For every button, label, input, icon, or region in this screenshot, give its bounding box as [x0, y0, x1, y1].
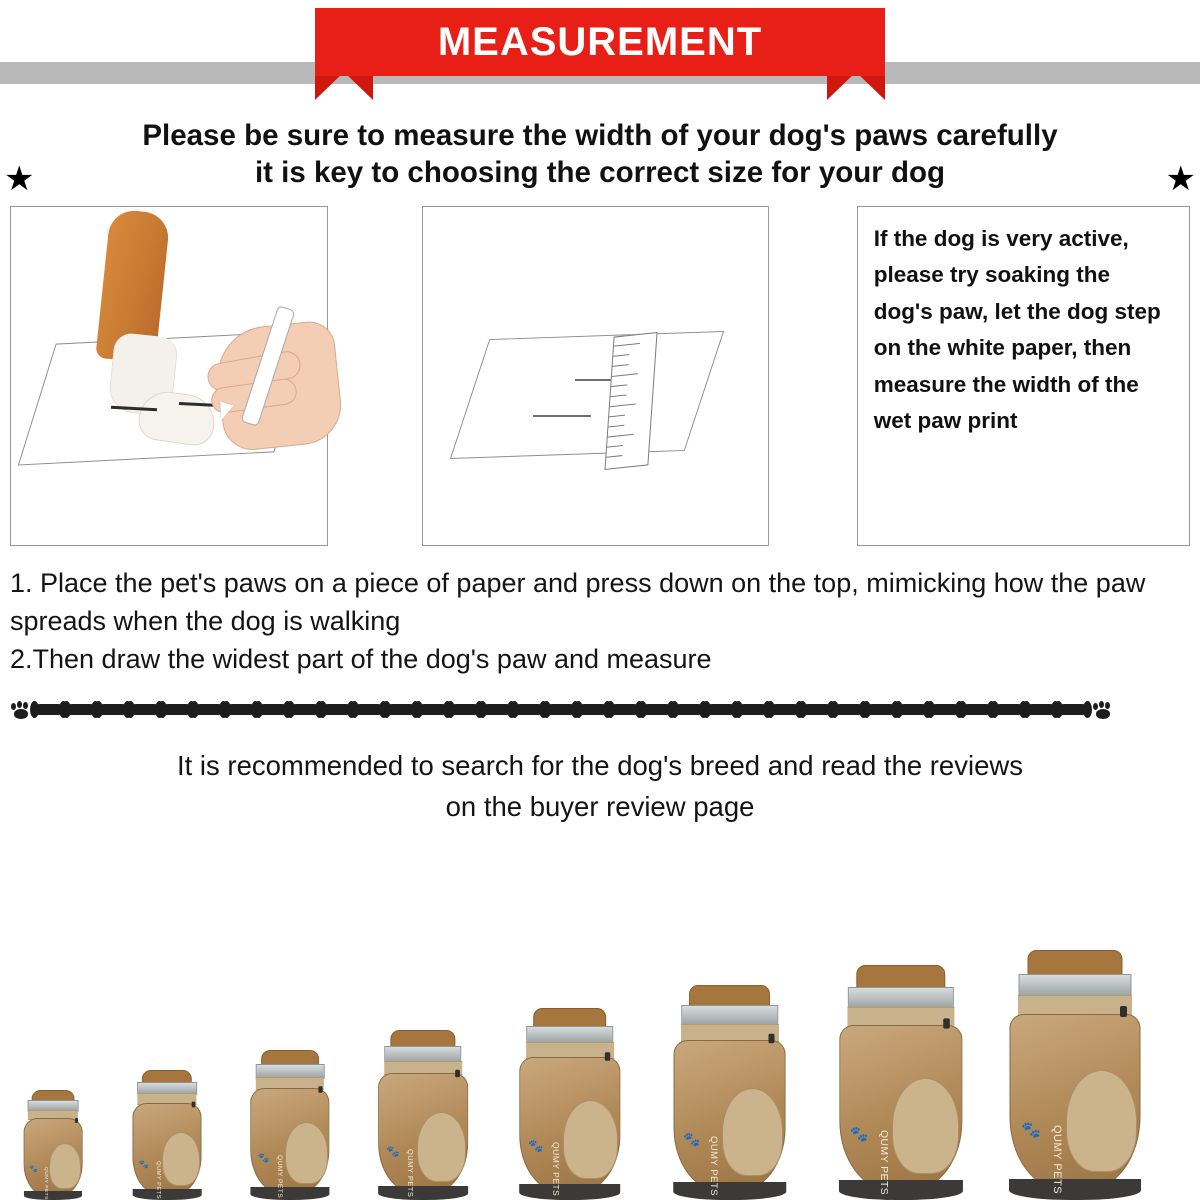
boot-reflective-strip — [1019, 974, 1132, 997]
boot-brand-label: QUMY PETS — [405, 1149, 415, 1198]
tip-text: If the dog is very active, please try soaking the dog's paw, let the dog step on the white paper, then measure the width of the wet paw print — [873, 225, 1161, 433]
paper-sheet-shape-2 — [450, 331, 724, 459]
paw-print-icon — [11, 701, 31, 719]
boot-brand-label: QUMY PETS — [878, 1129, 890, 1195]
bone-icon — [610, 704, 640, 715]
boot-toe-panel — [417, 1112, 466, 1182]
boot-toe-panel — [1066, 1070, 1137, 1172]
recommendation-line-1: It is recommended to search for the dog's breed and read the reviews — [177, 749, 1023, 781]
bone-divider — [8, 697, 1192, 723]
bone-icon — [834, 704, 864, 715]
boot-toe-panel — [892, 1078, 959, 1174]
boot-brand-label: QUMY PETS — [275, 1155, 283, 1199]
bone-icon — [962, 704, 992, 715]
bone-icon — [1026, 704, 1056, 715]
instruction-item-1: 1. Place the pet's paws on a piece of paper and press down on the top, mimicking how the paw spreads when the dog is walking — [10, 567, 1146, 637]
boot-reflective-strip — [681, 1005, 778, 1025]
boot-paw-logo-icon: 🐾 — [528, 1139, 544, 1154]
bone-icon — [674, 704, 704, 715]
boot-strap-buckle[interactable] — [605, 1052, 610, 1060]
drawn-mark-1 — [533, 415, 591, 417]
bone-icon — [866, 704, 896, 715]
bone-icon — [770, 704, 800, 715]
boot-reflective-strip — [847, 987, 953, 1009]
bone-icon — [258, 704, 288, 715]
boot-size-2[interactable] — [128, 1070, 206, 1200]
bone-icon — [994, 704, 1024, 715]
bone-icon — [514, 704, 544, 715]
illustration-panels — [10, 206, 1190, 546]
bone-icon — [418, 704, 448, 715]
bone-icon — [898, 704, 928, 715]
bone-icon — [98, 704, 128, 715]
bone-icon — [162, 704, 192, 715]
boot-size-5[interactable] — [512, 1008, 628, 1200]
bone-icon — [930, 704, 960, 715]
bone-icon — [322, 704, 352, 715]
star-right-icon: ★ — [1165, 160, 1196, 198]
boot-sole — [838, 1180, 962, 1200]
boot-sole — [1009, 1179, 1141, 1200]
boot-brand-label: QUMY PETS — [550, 1142, 561, 1197]
boot-sole — [519, 1184, 621, 1200]
boot-strap-buckle[interactable] — [75, 1118, 78, 1123]
bone-icon — [450, 704, 480, 715]
boot-paw-logo-icon: 🐾 — [1021, 1121, 1041, 1139]
boot-fabric-stripe — [1018, 995, 1132, 1016]
boot-brand-label: QUMY PETS — [42, 1167, 48, 1200]
bone-icon — [194, 704, 224, 715]
bone-icon — [34, 704, 64, 715]
bone-icon — [386, 704, 416, 715]
bone-icon — [1058, 704, 1088, 715]
boot-toe-panel — [722, 1088, 783, 1176]
boot-sole — [24, 1191, 82, 1200]
boot-brand-label: QUMY PETS — [708, 1135, 720, 1196]
bone-icon — [226, 704, 256, 715]
boot-size-4[interactable] — [372, 1030, 474, 1200]
bone-icon — [546, 704, 576, 715]
boot-paw-logo-icon: 🐾 — [683, 1132, 701, 1148]
bone-icon — [66, 704, 96, 715]
bone-icon — [738, 704, 768, 715]
bone-icon — [482, 704, 512, 715]
bone-icon — [130, 704, 160, 715]
boot-paw-logo-icon: 🐾 — [849, 1126, 869, 1144]
headline-line-1: Please be sure to measure the width of your dog's paws carefully — [142, 119, 1058, 152]
boot-strap-buckle[interactable] — [455, 1070, 460, 1077]
paw-print-icon — [1093, 701, 1113, 719]
star-left-icon: ★ — [4, 160, 35, 198]
boot-paw-logo-icon: 🐾 — [257, 1152, 270, 1164]
boot-size-lineup — [0, 910, 1200, 1200]
boot-paw-logo-icon: 🐾 — [138, 1158, 150, 1169]
bone-icon — [578, 704, 608, 715]
recommendation-block — [40, 745, 1160, 828]
headline-block — [0, 110, 1200, 198]
boot-strap-buckle[interactable] — [1120, 1006, 1127, 1017]
boot-strap-buckle[interactable] — [943, 1018, 950, 1028]
boot-toe-panel — [285, 1122, 328, 1184]
measurement-banner — [0, 0, 1200, 110]
boot-size-6[interactable] — [665, 985, 794, 1200]
boot-strap-buckle[interactable] — [192, 1102, 196, 1108]
instructions-list — [10, 564, 1190, 679]
panel-paw-drawing — [10, 206, 328, 546]
boot-size-7[interactable] — [830, 965, 971, 1200]
boot-paw-logo-icon: 🐾 — [386, 1146, 400, 1159]
panel-ruler-measure — [422, 206, 768, 546]
boot-size-3[interactable] — [245, 1050, 335, 1200]
boot-sole — [673, 1182, 787, 1200]
boot-sole — [378, 1186, 468, 1200]
boot-brand-label: QUMY PETS — [1051, 1125, 1063, 1195]
bone-icon — [802, 704, 832, 715]
recommendation-line-2: on the buyer review page — [445, 790, 755, 822]
boot-strap-buckle[interactable] — [318, 1086, 322, 1093]
boot-toe-panel — [49, 1143, 81, 1189]
boot-sole — [133, 1189, 202, 1200]
boot-toe-panel — [162, 1132, 200, 1186]
bone-icon — [354, 704, 384, 715]
boot-size-8[interactable] — [1000, 950, 1150, 1200]
boot-size-1[interactable] — [20, 1090, 86, 1200]
boot-toe-panel — [563, 1100, 618, 1179]
headline-line-2: it is key to choosing the correct size for your dog — [254, 155, 946, 189]
boot-brand-label: QUMY PETS — [154, 1161, 161, 1200]
bone-icon — [290, 704, 320, 715]
instruction-item-2: 2.Then draw the widest part of the dog's paw and measure — [10, 644, 712, 675]
bone-icon — [706, 704, 736, 715]
boot-paw-logo-icon: 🐾 — [29, 1165, 38, 1173]
boot-strap-buckle[interactable] — [769, 1034, 775, 1043]
banner-title: MEASUREMENT — [437, 19, 763, 64]
panel-wet-paw-tip — [857, 206, 1190, 546]
bone-icon — [642, 704, 672, 715]
ribbon — [315, 8, 885, 76]
boot-sole — [250, 1187, 329, 1200]
